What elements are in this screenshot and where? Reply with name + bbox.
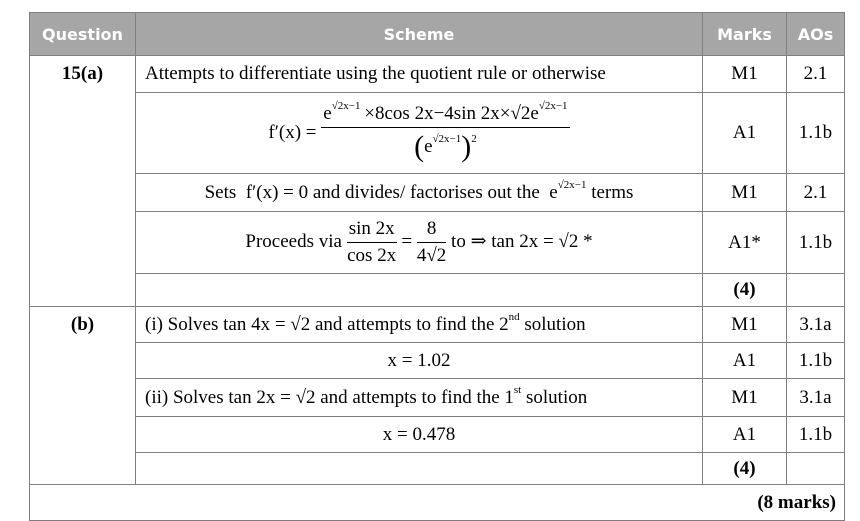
- header-marks: Marks: [703, 13, 787, 56]
- term-sqrt2e: √2e: [510, 102, 539, 124]
- header-scheme: Scheme: [136, 13, 703, 56]
- derivative-numerator: [321, 99, 569, 128]
- mark-cell: M1: [703, 379, 787, 417]
- table-row: [30, 307, 845, 343]
- text-ii-prefix: (ii) Solves: [145, 386, 224, 408]
- exponent: √2x−1: [432, 132, 462, 145]
- ao-cell: 2.1: [787, 174, 845, 212]
- header-aos: AOs: [787, 13, 845, 56]
- scheme-cell: [136, 379, 703, 417]
- table-row: [30, 417, 845, 453]
- answer-cell: x = 0.478: [136, 417, 703, 453]
- mark-cell: A1: [703, 93, 787, 174]
- ao-cell-empty: [787, 453, 845, 485]
- text-sets: Sets: [204, 181, 237, 203]
- scheme-cell: [136, 174, 703, 212]
- fprime-eq-zero: f′(x) = 0: [245, 181, 309, 203]
- numerator-8: 8: [417, 218, 446, 243]
- ordinal-suffix: st: [513, 383, 522, 396]
- mark-cell: A1: [703, 417, 787, 453]
- equation-tan2x: tan 2x = √2: [228, 386, 316, 408]
- scheme-cell: Proceeds via $\frac{\sin 2x}{\cos 2x}$ = $\frac{8}{4√2}$ to ⇒ tan 2x = √2 *: [136, 212, 703, 274]
- mark-scheme-table: [29, 12, 845, 521]
- text-i-end: solution: [524, 313, 586, 335]
- table-row: [30, 343, 845, 379]
- derivative-denominator: $(e^{√2x-1})^2$: [414, 129, 477, 163]
- ao-cell: 1.1b: [787, 212, 845, 274]
- scheme-cell-empty: [136, 274, 703, 307]
- subtotal-row: [30, 274, 845, 307]
- denominator-cos: cos 2x: [347, 245, 397, 266]
- text-ii-mid: and attempts to find the 1: [320, 386, 514, 408]
- table-row: [30, 56, 845, 93]
- text-i-mid: and attempts to find the 2: [314, 313, 509, 335]
- table-row: [30, 174, 845, 212]
- equation-tan4x: tan 4x = √2: [223, 313, 311, 335]
- text-proceeds: Proceeds via: [245, 230, 342, 252]
- ao-cell-empty: [787, 274, 845, 307]
- ao-cell: 1.1b: [787, 343, 845, 379]
- ao-cell: 1.1b: [787, 417, 845, 453]
- text-conclusion: to ⇒ tan 2x = √2 *: [451, 230, 593, 252]
- text-terms: terms: [591, 181, 634, 203]
- question-label-a: 15(a): [30, 56, 136, 307]
- e-symbol: e: [549, 181, 558, 203]
- total-marks: (8 marks): [30, 485, 845, 521]
- text-divides: and divides/ factorises out the: [312, 181, 540, 203]
- text-ii-end: solution: [526, 386, 588, 408]
- scheme-cell-derivative: [136, 93, 703, 174]
- mark-cell: M1: [703, 307, 787, 343]
- scheme-cell: [136, 307, 703, 343]
- scheme-cell-empty: [136, 453, 703, 485]
- power-two: 2: [471, 132, 477, 145]
- total-row: [30, 485, 845, 521]
- answer-cell: x = 1.02: [136, 343, 703, 379]
- ordinal-suffix: nd: [508, 310, 520, 323]
- numerator-sin: sin 2x: [347, 218, 397, 243]
- exponent: √2x−1: [557, 178, 587, 191]
- fprime-lhs: f′(x) =: [268, 121, 317, 143]
- ao-cell: 1.1b: [787, 93, 845, 174]
- mark-cell: M1: [703, 174, 787, 212]
- exponent: √2x−1: [538, 99, 568, 112]
- mark-cell: A1: [703, 343, 787, 379]
- subtotal-b: (4): [703, 453, 787, 485]
- term-4sin: −4sin 2x×: [433, 102, 511, 124]
- e-symbol: e: [424, 135, 433, 157]
- ao-cell: 3.1a: [787, 307, 845, 343]
- header-question: Question: [30, 13, 136, 56]
- subtotal-a: (4): [703, 274, 787, 307]
- header-row: [30, 13, 845, 56]
- fraction-sin-cos: [347, 218, 397, 267]
- table-row: [30, 93, 845, 174]
- question-label-b: (b): [30, 307, 136, 485]
- ao-cell: 3.1a: [787, 379, 845, 417]
- e-symbol: e: [323, 102, 332, 124]
- table-row: [30, 212, 845, 274]
- table-row: [30, 379, 845, 417]
- term-8cos: ×8cos 2x: [364, 102, 434, 124]
- ao-cell: 2.1: [787, 56, 845, 93]
- mark-cell: A1*: [703, 212, 787, 274]
- subtotal-row: [30, 453, 845, 485]
- text-i-prefix: (i) Solves: [145, 313, 219, 335]
- denominator-4root2: 4√2: [416, 245, 447, 266]
- scheme-cell: Attempts to differentiate using the quotient rule or otherwise: [136, 56, 703, 93]
- fraction-8-over-4root2: [417, 218, 446, 267]
- exponent: √2x−1: [331, 99, 361, 112]
- mark-cell: M1: [703, 56, 787, 93]
- derivative-fraction: [321, 99, 569, 164]
